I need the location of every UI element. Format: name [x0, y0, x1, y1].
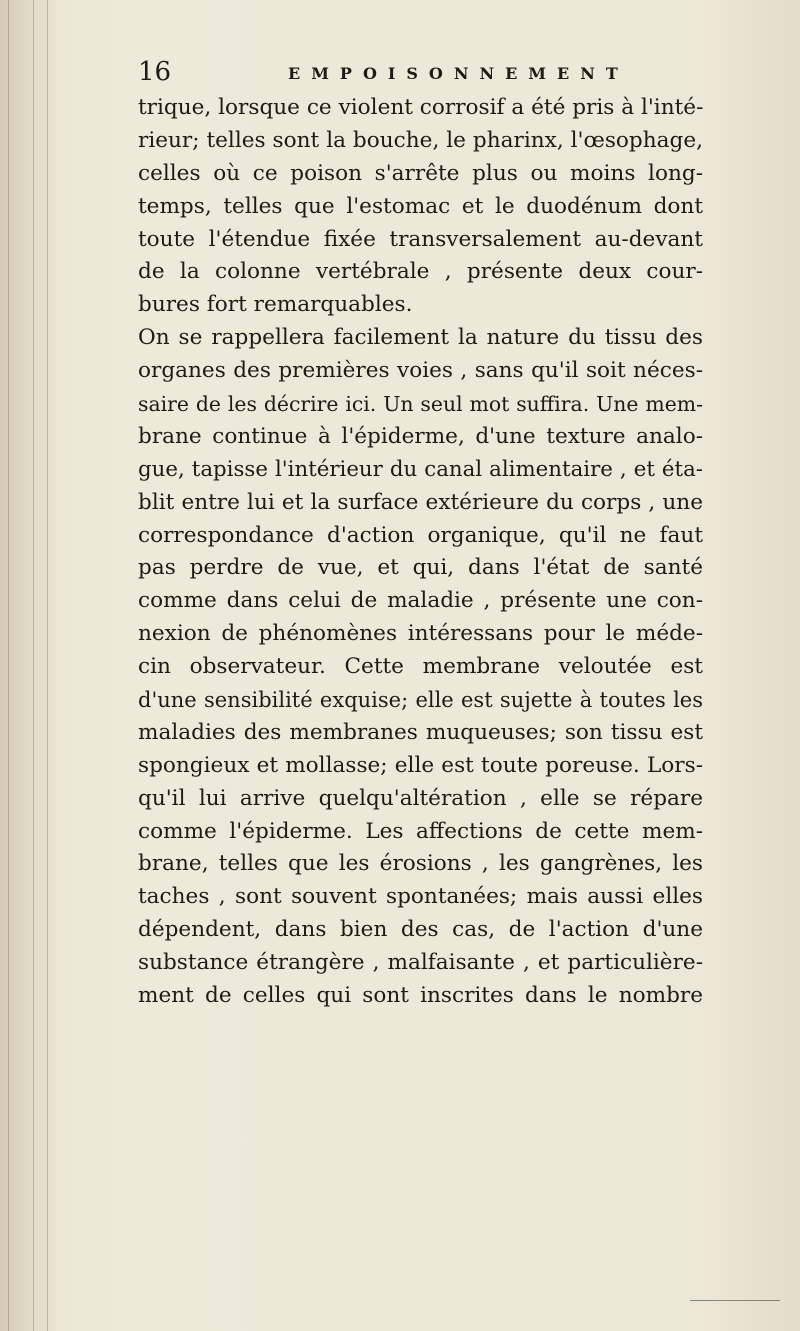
text-line: d'une sensibilité exquise; elle est sujette à toutes les [138, 688, 703, 713]
text-line: organes des premières voies , sans qu'il soit néces- [138, 358, 703, 384]
text-line: comme l'épiderme. Les affections de cette mem- [138, 818, 703, 844]
text-line: taches , sont souvent spontanées; mais aussi elles [138, 884, 703, 910]
text-line: qu'il lui arrive quelqu'altération , elle se répare [138, 785, 703, 811]
text-line: On se rappellera facilement la nature du tissu des [138, 325, 703, 351]
text-line: blit entre lui et la surface extérieure du corps , une [138, 489, 703, 515]
body-text [138, 92, 703, 1013]
text-line: correspondance d'action organique, qu'il ne faut [138, 522, 703, 548]
text-line: comme dans celui de maladie , présente une con- [138, 588, 703, 614]
text-line: nexion de phénomènes intéressans pour le méde- [138, 621, 703, 647]
text-line: celles où ce poison s'arrête plus ou moins long- [138, 160, 703, 186]
text-line: trique, lorsque ce violent corrosif a été pris à l'inté- [138, 95, 704, 120]
text-line: ment de celles qui sont inscrites dans le nombre [138, 983, 703, 1009]
text-line: pas perdre de vue, et qui, dans l'état de santé [138, 555, 703, 581]
text-line: spongieux et mollasse; elle est toute poreuse. Lors- [138, 752, 703, 778]
text-line: de la colonne vertébrale , présente deux cour- [138, 259, 703, 285]
gutter-edge-line [8, 0, 9, 1331]
text-line: bures fort remarquables. [138, 292, 413, 318]
text-line: maladies des membranes muqueuses; son tissu est [138, 719, 703, 745]
gutter-edge-line [33, 0, 34, 1331]
running-head: EMPOISONNEMENT [288, 64, 629, 83]
text-line: toute l'étendue fixée transversalement au-devant [138, 226, 703, 252]
text-line: brane, telles que les érosions , les gangrènes, les [138, 851, 703, 877]
page-number: 16 [138, 57, 172, 87]
text-line: saire de les décrire ici. Un seul mot suffira. Une mem- [138, 392, 703, 417]
text-line: brane continue à l'épiderme, d'une texture analo- [138, 423, 703, 449]
text-line: rieur; telles sont la bouche, le pharinx, l'œsophage, [138, 127, 703, 153]
text-line: dépendent, dans bien des cas, de l'action d'une [138, 917, 703, 943]
page-header [138, 55, 678, 89]
text-line: substance étrangère , malfaisante , et particulière- [138, 950, 703, 976]
text-line: gue, tapisse l'intérieur du canal alimentaire , et éta- [138, 456, 703, 482]
text-line: cin observateur. Cette membrane veloutée est [138, 654, 703, 680]
text-line: temps, telles que l'estomac et le duodénum dont [138, 193, 703, 219]
bottom-rule [690, 1300, 780, 1301]
gutter-edge-line [47, 0, 48, 1331]
